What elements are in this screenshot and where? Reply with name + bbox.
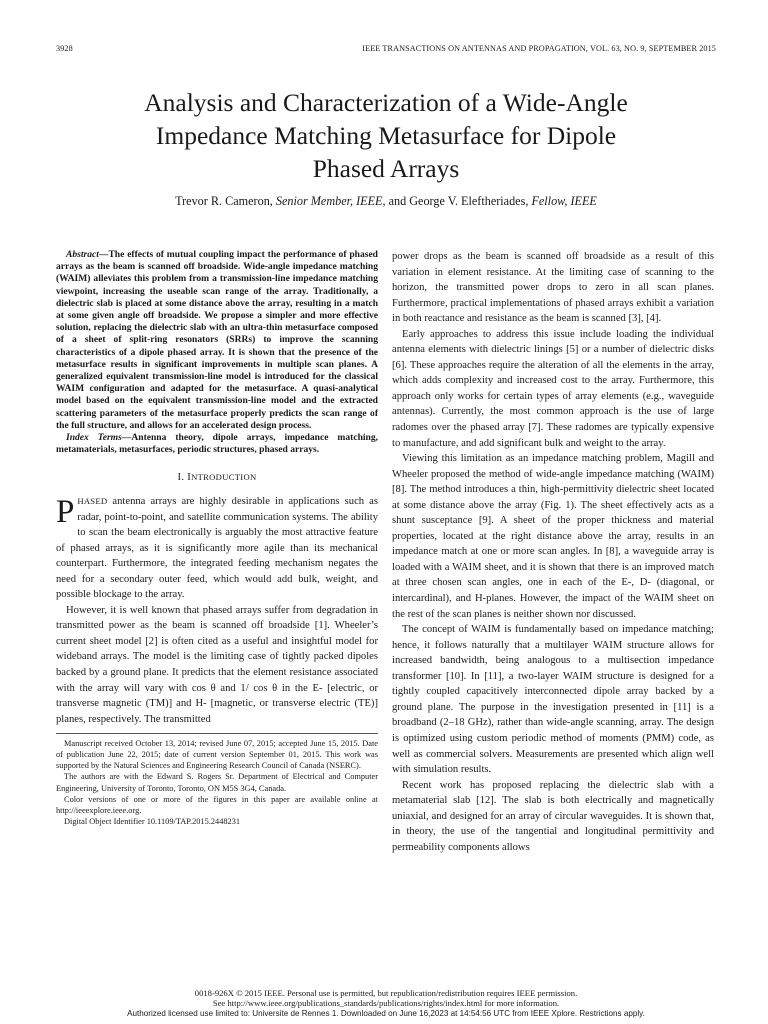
title-line-3: Phased Arrays	[312, 154, 460, 183]
footnote-doi: Digital Object Identifier 10.1109/TAP.2015.2448231	[64, 816, 241, 826]
footnote-received: Manuscript received October 13, 2014; revised June 07, 2015; accepted June 15, 2015. Date of publication June 22, 2015; date of current version September 01, 2015. This work was supported by the Natural Sciences and Engineering Research Council of Canada (NSERC).	[56, 739, 378, 771]
index-terms-text: —Antenna theory, dipole arrays, impedance matching, metamaterials, metasurfaces, periodic structures, phased arrays.	[56, 432, 378, 456]
intro-paragraph-2-text-a: However, it is well known that phased arrays suffer from degradation in transmitted power as the beam is scanned off broadside [1]. Wheeler’s current sheet model [2] is often cited as a useful and insightful model for wideband arrays. The model is the limiting case of tightly packed dipoles backed by a ground plane. It predicts that the element resistance associated with the array will vary with	[56, 604, 378, 694]
paper-title	[56, 86, 716, 185]
right-paragraph-2: Early approaches to address this issue include loading the individual antenna elements with dielectric linings [5] or a number of dielectric disks [6]. These approaches require the alteration of all the elements in the array, which adds complexity and increased cost to the array. Furthermore, this approach only works for certain types of array elements (e.g., waveguide antennas). Currently, the most common approach is the use of large radomes over the phased array [7]. These radomes are typically expensive to manufacture, and add significant bulk and weight to the array.	[392, 328, 714, 449]
section-heading-introduction	[56, 470, 378, 486]
right-paragraph-4: The concept of WAIM is fundamentally based on impedance matching; hence, it follows naturally that a multilayer WAIM structure allows for increased bandwidth, being analogous to a multisection impedance transformer [10]. In [11], a two-layer WAIM structure is designed for a tightly coupled capacitively interconnected dipole array backed by a ground plane. The purpose in the investigation presented in [11] is a broadband (2–18 GHz), rather than wide-angle scanning, array. The design is optimized using custom periodic method of moments (PMM) code, as well as commercial solvers. Measurements are presented which align well with simulation results.	[392, 624, 714, 776]
section-numeral: I.	[177, 472, 185, 484]
right-column	[392, 249, 714, 855]
section-title-rest: NTRODUCTION	[191, 472, 257, 483]
journal-name: IEEE TRANSACTIONS ON ANTENNAS AND PROPAGATION, VOL. 63, NO. 9, SEPTEMBER 2015	[362, 44, 716, 53]
author-conjunction: and George V. Eleftheriades,	[388, 194, 529, 208]
abstract-text: —The effects of mutual coupling impact the performance of phased arrays as the beam is scanned off broadside. Wide-angle impedance matching (WAIM) alleviates this problem from a transmission-line impedance matching viewpoint, increasing the useable scan range of the array. Traditionally, a dielectric slab is placed at some distance above the array, resulting in a match at some given angle off broadside. We propose a simpler and more effective solution, replacing the dielectric slab with an ultra-thin metasurface composed of a sheet of split-ring resonators (SRRs) to improve the scanning characteristics of a dipole phased array. It is shown that the presence of the metasurface results in significant improvements in multiple scan planes. A generalized equivalent transmission-line model is introduced for the classical WAIM configuration and adapted for the metasurface. A quasi-analytical model based on the equivalent transmission-line model and the extracted scattering parameters of the metasurface properly predicts the scan range of the full structure, and allows for an accelerated design process.	[56, 249, 378, 431]
rights-link-line: See http://www.ieee.org/publications_standards/publications/rights/index.html for more information.	[212, 998, 560, 1009]
title-line-2: Impedance Matching Metasurface for Dipole	[155, 121, 617, 150]
intro-smallcaps: HASED	[77, 496, 108, 506]
drop-cap: P	[56, 494, 75, 530]
right-paragraph-3: Viewing this limitation as an impedance matching problem, Magill and Wheeler proposed the method of wide-angle impedance matching (WAIM) [8]. The method introduces a thin, high-permittivity dielectric sheet located at some distance above the array (Fig. 1). The sheet effectively acts as a shunt susceptance [9]. A sheet of the proper thickness and material properties, located at the right distance above the array, results in an impedance match at one or more scan angles. In [8], a waveguide array is loaded with a WAIM sheet, and it is shown that there is an improved match at three chosen scan angles, one in each of the E-, D- (diagonal, or intercardinal), and H-planes. However, the impact of the WAIM sheet on the rest of the scan planes is neither shown nor discussed.	[392, 453, 714, 620]
abstract-lead: Abstract	[66, 249, 99, 260]
footnotes	[56, 733, 378, 827]
author-1-grade: Senior Member, IEEE,	[275, 194, 386, 208]
page-number: 3928	[56, 44, 73, 53]
right-paragraph-1: power drops as the beam is scanned off broadside as a result of this variation in element resistance. At the limiting case of scanning to the horizon, the transmitted power drops to zero in all scan planes. Furthermore, practical implementations of phased arrays exhibit a variation in both reactance and resistance as the beam is scanned [3], [4].	[392, 251, 714, 325]
author-1: Trevor R. Cameron,	[175, 194, 273, 208]
author-2-grade: Fellow, IEEE	[531, 194, 597, 208]
left-column	[56, 249, 378, 827]
section-title-initial: I	[187, 472, 192, 484]
math-cos-theta: cos θ	[191, 682, 216, 694]
footnote-affiliation: The authors are with the Edward S. Rogers Sr. Department of Electrical and Computer Engineering, University of Toronto, Toronto, ON M5S 3G4, Canada.	[56, 772, 378, 793]
intro-and: and	[215, 682, 241, 694]
right-paragraph-5: Recent work has proposed replacing the dielectric slab with a metamaterial slab [12]. The slab is both electrically and magnetically uniaxial, and designed for an array of circular waveguides. It is shown that, in theory, the use of the tangential and longitudinal permittivity and permeability components allows	[392, 779, 714, 853]
license-footer: Authorized licensed use limited to: Universite de Rennes 1. Downloaded on June 16,2023 at 14:54:56 UTC from IEEE Xplore. Restrictions apply.	[127, 1009, 645, 1018]
copyright-footer	[56, 988, 716, 1009]
abstract	[56, 249, 378, 432]
math-inverse-cos-theta: 1/ cos θ	[240, 682, 278, 694]
running-header	[56, 44, 716, 58]
footnote-color: Color versions of one or more of the figures in this paper are available online at http://ieeexplore.ieee.org.	[56, 794, 378, 815]
title-line-1: Analysis and Characterization of a Wide-Angle	[144, 88, 628, 117]
intro-paragraph-2-text-b: in the E- [electric, or transverse magnetic (TM)] and H- [magnetic, or transverse electric (TE)] planes, respectively. The transmitted	[56, 682, 379, 725]
copyright-line: 0018-926X © 2015 IEEE. Personal use is permitted, but republication/redistribution requires IEEE permission.	[194, 988, 578, 998]
intro-paragraph-2	[56, 603, 378, 727]
footnote-rule	[56, 733, 378, 734]
index-terms	[56, 432, 378, 456]
intro-paragraph-1-text: antenna arrays are highly desirable in applications such as radar, point-to-point, and satellite communication systems. The ability to scan the beam electronically is arguably the most attractive feature of phased arrays, as it is significantly more agile than its mechanical counterpart. Furthermore, the integrated feeding mechanism negates the need for a secondary outer feed, which would add bulk, weight, and possible blockage to the array.	[56, 496, 378, 601]
index-terms-lead: Index Terms	[66, 432, 122, 444]
author-line	[56, 194, 716, 209]
intro-paragraph-1	[56, 494, 378, 603]
